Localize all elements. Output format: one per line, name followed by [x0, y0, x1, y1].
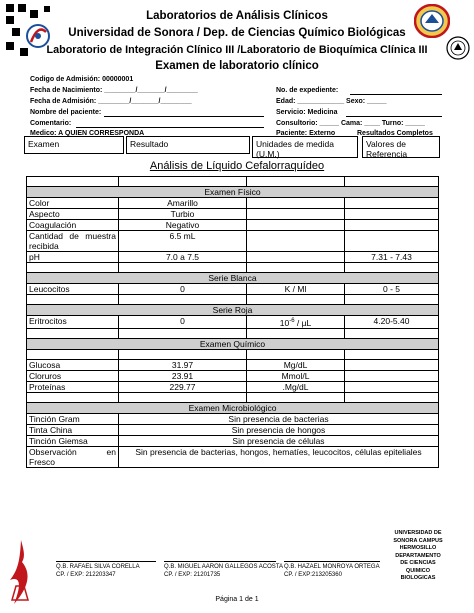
signature-line-1: [56, 561, 156, 562]
patient-type-field: Paciente: Externo: [276, 130, 336, 137]
signature-2: Q.B. MIGUEL AARON GALLEGOS ACOSTA CP. / EXP: 21201735: [164, 564, 284, 578]
comment-field: Comentario:: [30, 120, 72, 127]
table-row: Tinción Giemsa Sin presencia de células: [27, 435, 439, 446]
birth-date-field: Fecha de Nacimiento: ________/_______/________: [30, 87, 198, 94]
service-line: [346, 116, 442, 117]
table-row: Cantidad de muestra recibida 6.5 mL: [27, 231, 439, 252]
section-physical: Examen Físico: [27, 187, 439, 198]
record-number-line: [350, 94, 442, 95]
office-bed-shift-field: Consultorio: _____ Cama: ____ Turno: _____: [276, 120, 425, 127]
signature-3: Q.B. HAZAEL MONROYA ORTEGA CP. / EXP:213205360: [284, 564, 380, 578]
table-row: Coagulación Negativo: [27, 220, 439, 231]
results-complete-label: Resultados Completos: [357, 130, 433, 137]
section-chemical: Examen Químico: [27, 338, 439, 349]
department-block: UNIVERSIDAD DE SONORA CAMPUS HERMOSILLO DEPARTAMENTO DE CIENCIAS QUIMICO BIOLOGICAS: [393, 530, 443, 581]
table-row: Cloruros 23.91 Mmol/L: [27, 370, 439, 381]
age-sex-field: Edad: ____________ Sexo: _____: [276, 98, 387, 105]
comment-line: [76, 127, 264, 128]
table-row: Tinta China Sin presencia de hongos: [27, 424, 439, 435]
patient-name-line: [104, 116, 264, 117]
column-units: Unidades de medida (U.M.): [252, 136, 358, 158]
section-white-series: Serie Blanca: [27, 273, 439, 284]
header-exam: Examen de laboratorio clínico: [155, 60, 319, 72]
table-row: Proteínas 229.77 .Mg/dL: [27, 381, 439, 392]
header-university: Universidad de Sonora / Dep. de Ciencias Químico Biológicas: [68, 27, 406, 39]
signature-line-2: [164, 561, 276, 562]
admission-code: Codigo de Admisión: 00000001: [30, 76, 134, 83]
table-row: Glucosa 31.97 Mg/dL: [27, 359, 439, 370]
column-exam: Examen: [24, 136, 124, 154]
table-row: Tinción Gram Sin presencia de bacterias: [27, 413, 439, 424]
column-result: Resultado: [126, 136, 250, 154]
section-microbiological: Examen Microbiológico: [27, 402, 439, 413]
section-red-series: Serie Roja: [27, 305, 439, 316]
header-laboratory: Laboratorio de Integración Clínico III /Laboratorio de Bioquímica Clínica III: [46, 44, 428, 56]
patient-name-field: Nombre del paciente:: [30, 109, 102, 116]
service-field: Servicio: Medicina: [276, 109, 338, 116]
admission-date-field: Fecha de Admisión: ________/_______/________: [30, 98, 192, 105]
signature-line-3: [284, 561, 380, 562]
table-row: Observación en Fresco Sin presencia de bacterias, hongos, hematíes, leucocitos, células epiteliales: [27, 446, 439, 467]
physician-field: Medico: A QUIEN CORRESPONDA: [30, 130, 145, 137]
header-title: Laboratorios de Análisis Clínicos: [146, 10, 328, 22]
results-table: [26, 176, 439, 468]
table-row: pH 7.0 a 7.5 7.31 - 7.43: [27, 252, 439, 263]
analysis-title: Análisis de Líquido Cefalorraquídeo: [149, 160, 325, 172]
table-row: Leucocitos 0 K / Ml 0 - 5: [27, 284, 439, 295]
table-row: Color Amarillo: [27, 198, 439, 209]
column-reference: Valores de Referencia: [362, 136, 440, 158]
record-number-field: No. de expediente:: [276, 87, 339, 94]
page-number: Página 1 de 1: [215, 596, 259, 603]
table-row: Aspecto Turbio: [27, 209, 439, 220]
signature-1: Q.B. RAFAEL SILVA CORELLA CP. / EXP: 212203347: [56, 564, 140, 578]
table-row: Eritrocitos 0 $10^{-6}$ / µL 4.20-5.40: [27, 316, 439, 329]
